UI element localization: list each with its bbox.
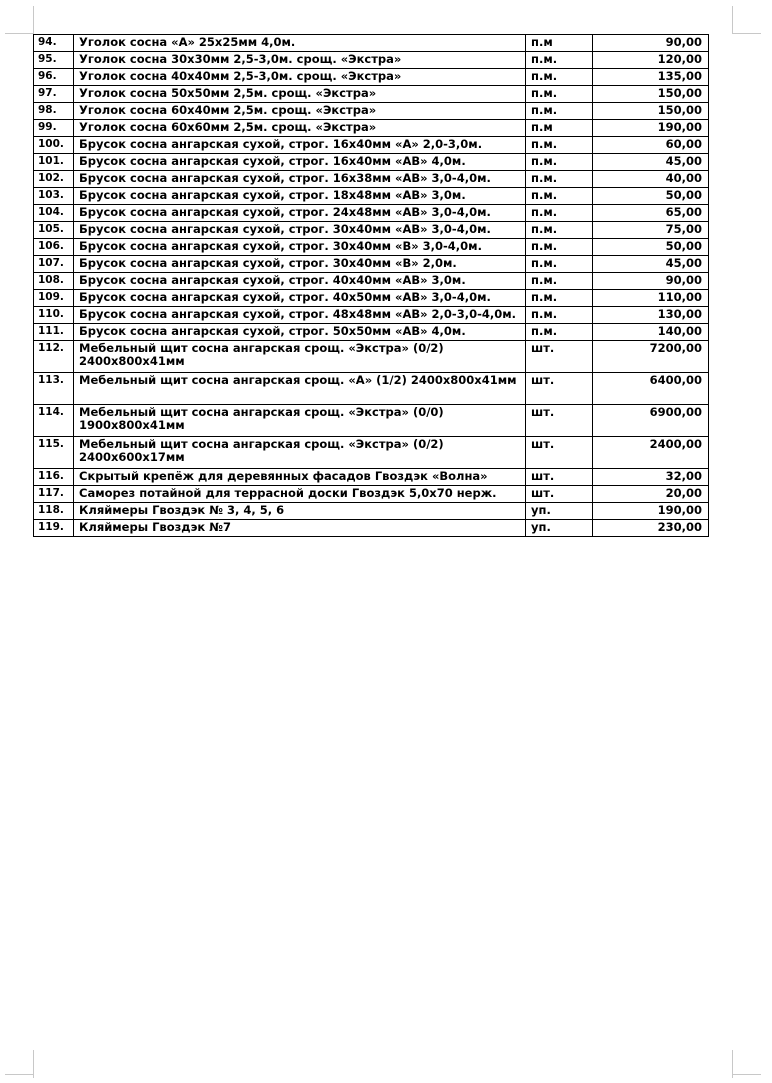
product-name [74,273,526,290]
table-row [34,324,709,341]
product-name-line: Уголок сосна 40х40мм 2,5-3,0м. срощ. «Экстра» [79,69,402,83]
product-name [74,437,526,469]
price-cell: 50,00 [593,239,709,256]
product-name-line: Уголок сосна 60х40мм 2,5м. срощ. «Экстра» [79,103,377,117]
crop-mark-top-right-v [732,6,733,34]
product-name [74,86,526,103]
price-cell: 6900,00 [593,405,709,437]
product-name [74,188,526,205]
product-name-line: Уголок сосна «А» 25х25мм 4,0м. [79,35,296,49]
row-number: 108. [34,273,74,290]
unit-cell: п.м. [526,137,593,154]
unit-cell: п.м. [526,239,593,256]
table-row [34,86,709,103]
table-row [34,222,709,239]
product-name-line: Саморез потайной для террасной доски Гвоздэк 5,0х70 нерж. [79,486,497,500]
row-number: 115. [34,437,74,469]
table-row [34,188,709,205]
unit-cell: п.м [526,35,593,52]
product-name [74,486,526,503]
table-row [34,341,709,373]
price-cell: 20,00 [593,486,709,503]
price-cell: 2400,00 [593,437,709,469]
row-number: 116. [34,469,74,486]
table-row [34,35,709,52]
unit-cell: шт. [526,469,593,486]
product-name [74,120,526,137]
product-name [74,290,526,307]
unit-cell: шт. [526,341,593,373]
row-number: 106. [34,239,74,256]
product-name [74,256,526,273]
table-row [34,239,709,256]
price-cell: 65,00 [593,205,709,222]
row-number: 97. [34,86,74,103]
product-name-line: Уголок сосна 60х60мм 2,5м. срощ. «Экстра» [79,120,377,134]
row-number: 95. [34,52,74,69]
product-name [74,520,526,537]
product-name [74,154,526,171]
table-row [34,205,709,222]
unit-cell: п.м. [526,52,593,69]
price-cell: 45,00 [593,154,709,171]
price-cell: 120,00 [593,52,709,69]
product-name-line: Брусок сосна ангарская сухой, строг. 16х38мм «АВ» 3,0-4,0м. [79,171,491,185]
table-row [34,137,709,154]
unit-cell: п.м. [526,86,593,103]
row-number: 119. [34,520,74,537]
price-cell: 50,00 [593,188,709,205]
crop-mark-top-right-h [733,33,761,34]
unit-cell: п.м. [526,273,593,290]
product-name-line-2: 1900х800х41мм [79,418,185,432]
unit-cell: п.м. [526,205,593,222]
table-row [34,171,709,188]
product-name [74,52,526,69]
row-number: 112. [34,341,74,373]
product-name [74,373,526,405]
table-row [34,120,709,137]
unit-cell: п.м. [526,290,593,307]
product-name [74,69,526,86]
unit-cell: п.м. [526,256,593,273]
row-number: 105. [34,222,74,239]
price-cell: 32,00 [593,469,709,486]
crop-mark-bottom-right-h [733,1074,761,1075]
price-cell: 150,00 [593,103,709,120]
unit-cell: п.м. [526,171,593,188]
product-name-line: Мебельный щит сосна ангарская срощ. «Экстра» (0/0) [79,405,444,419]
unit-cell: шт. [526,486,593,503]
price-table [33,34,709,537]
product-name-line: Уголок сосна 50х50мм 2,5м. срощ. «Экстра» [79,86,377,100]
table-row [34,256,709,273]
product-name-line: Мебельный щит сосна ангарская срощ. «Экстра» (0/2) [79,341,444,355]
price-cell: 90,00 [593,273,709,290]
unit-cell: п.м. [526,222,593,239]
price-cell: 45,00 [593,256,709,273]
unit-cell: п.м [526,120,593,137]
product-name-line: Брусок сосна ангарская сухой, строг. 30х40мм «АВ» 3,0-4,0м. [79,222,491,236]
price-cell: 230,00 [593,520,709,537]
crop-mark-bottom-left-v [33,1050,34,1078]
product-name [74,205,526,222]
product-name [74,222,526,239]
table-row [34,52,709,69]
product-name-line: Брусок сосна ангарская сухой, строг. 18х48мм «АВ» 3,0м. [79,188,466,202]
unit-cell: шт. [526,373,593,405]
product-name-line: Кляймеры Гвоздэк №7 [79,520,232,534]
unit-cell: п.м. [526,324,593,341]
row-number: 99. [34,120,74,137]
row-number: 109. [34,290,74,307]
row-number: 101. [34,154,74,171]
product-name-line: Мебельный щит сосна ангарская срощ. «Экстра» (0/2) [79,437,444,451]
product-name-line: Брусок сосна ангарская сухой, строг. 40х40мм «АВ» 3,0м. [79,273,466,287]
unit-cell: п.м. [526,69,593,86]
product-name-line: Брусок сосна ангарская сухой, строг. 40х50мм «АВ» 3,0-4,0м. [79,290,491,304]
row-number: 104. [34,205,74,222]
unit-cell: п.м. [526,188,593,205]
product-name-line-2: 2400х600х17мм [79,450,185,464]
row-number: 103. [34,188,74,205]
row-number: 98. [34,103,74,120]
product-name-line: Кляймеры Гвоздэк № 3, 4, 5, 6 [79,503,285,517]
table-row [34,405,709,437]
product-name-line: Мебельный щит сосна ангарская срощ. «А» (1/2) 2400х800х41мм [79,373,517,387]
unit-cell: шт. [526,405,593,437]
unit-cell: п.м. [526,154,593,171]
price-cell: 140,00 [593,324,709,341]
product-name [74,239,526,256]
price-cell: 7200,00 [593,341,709,373]
product-name-line: Брусок сосна ангарская сухой, строг. 30х40мм «В» 2,0м. [79,256,457,270]
table-row [34,290,709,307]
unit-cell: шт. [526,437,593,469]
product-name-line: Скрытый крепёж для деревянных фасадов Гвоздэк «Волна» [79,469,488,483]
row-number: 117. [34,486,74,503]
product-name-line: Брусок сосна ангарская сухой, строг. 48х48мм «АВ» 2,0-3,0-4,0м. [79,307,516,321]
table-row [34,103,709,120]
product-name [74,103,526,120]
row-number: 94. [34,35,74,52]
price-cell: 6400,00 [593,373,709,405]
product-name-line: Брусок сосна ангарская сухой, строг. 16х40мм «АВ» 4,0м. [79,154,466,168]
row-number: 114. [34,405,74,437]
table-row [34,437,709,469]
product-name [74,35,526,52]
product-name-line: Уголок сосна 30х30мм 2,5-3,0м. срощ. «Экстра» [79,52,402,66]
unit-cell: п.м. [526,103,593,120]
unit-cell: уп. [526,503,593,520]
row-number: 96. [34,69,74,86]
crop-mark-top-left-v [33,6,34,34]
table-row [34,520,709,537]
table-row [34,154,709,171]
table-row [34,273,709,290]
product-name-line: Брусок сосна ангарская сухой, строг. 30х40мм «В» 3,0-4,0м. [79,239,482,253]
product-name-line: Брусок сосна ангарская сухой, строг. 24х48мм «АВ» 3,0-4,0м. [79,205,491,219]
price-cell: 135,00 [593,69,709,86]
price-cell: 130,00 [593,307,709,324]
price-cell: 190,00 [593,503,709,520]
price-cell: 60,00 [593,137,709,154]
price-cell: 110,00 [593,290,709,307]
product-name [74,341,526,373]
row-number: 118. [34,503,74,520]
product-name [74,405,526,437]
product-name [74,137,526,154]
row-number: 102. [34,171,74,188]
row-number: 111. [34,324,74,341]
row-number: 110. [34,307,74,324]
table-row [34,503,709,520]
product-name-line-2: 2400х800х41мм [79,354,185,368]
table-row [34,486,709,503]
table-row [34,69,709,86]
crop-mark-top-left-h [5,33,33,34]
price-cell: 150,00 [593,86,709,103]
product-name [74,307,526,324]
price-table-body [34,35,709,537]
table-row [34,307,709,324]
row-number: 107. [34,256,74,273]
product-name-line: Брусок сосна ангарская сухой, строг. 16х40мм «А» 2,0-3,0м. [79,137,483,151]
crop-mark-bottom-left-h [5,1074,33,1075]
row-number: 113. [34,373,74,405]
price-cell: 90,00 [593,35,709,52]
price-cell: 190,00 [593,120,709,137]
product-name [74,469,526,486]
product-name [74,324,526,341]
price-cell: 75,00 [593,222,709,239]
row-number: 100. [34,137,74,154]
product-name [74,503,526,520]
table-row [34,373,709,405]
table-row [34,469,709,486]
unit-cell: уп. [526,520,593,537]
product-name [74,171,526,188]
product-name-line: Брусок сосна ангарская сухой, строг. 50х50мм «АВ» 4,0м. [79,324,466,338]
price-cell: 40,00 [593,171,709,188]
unit-cell: п.м. [526,307,593,324]
